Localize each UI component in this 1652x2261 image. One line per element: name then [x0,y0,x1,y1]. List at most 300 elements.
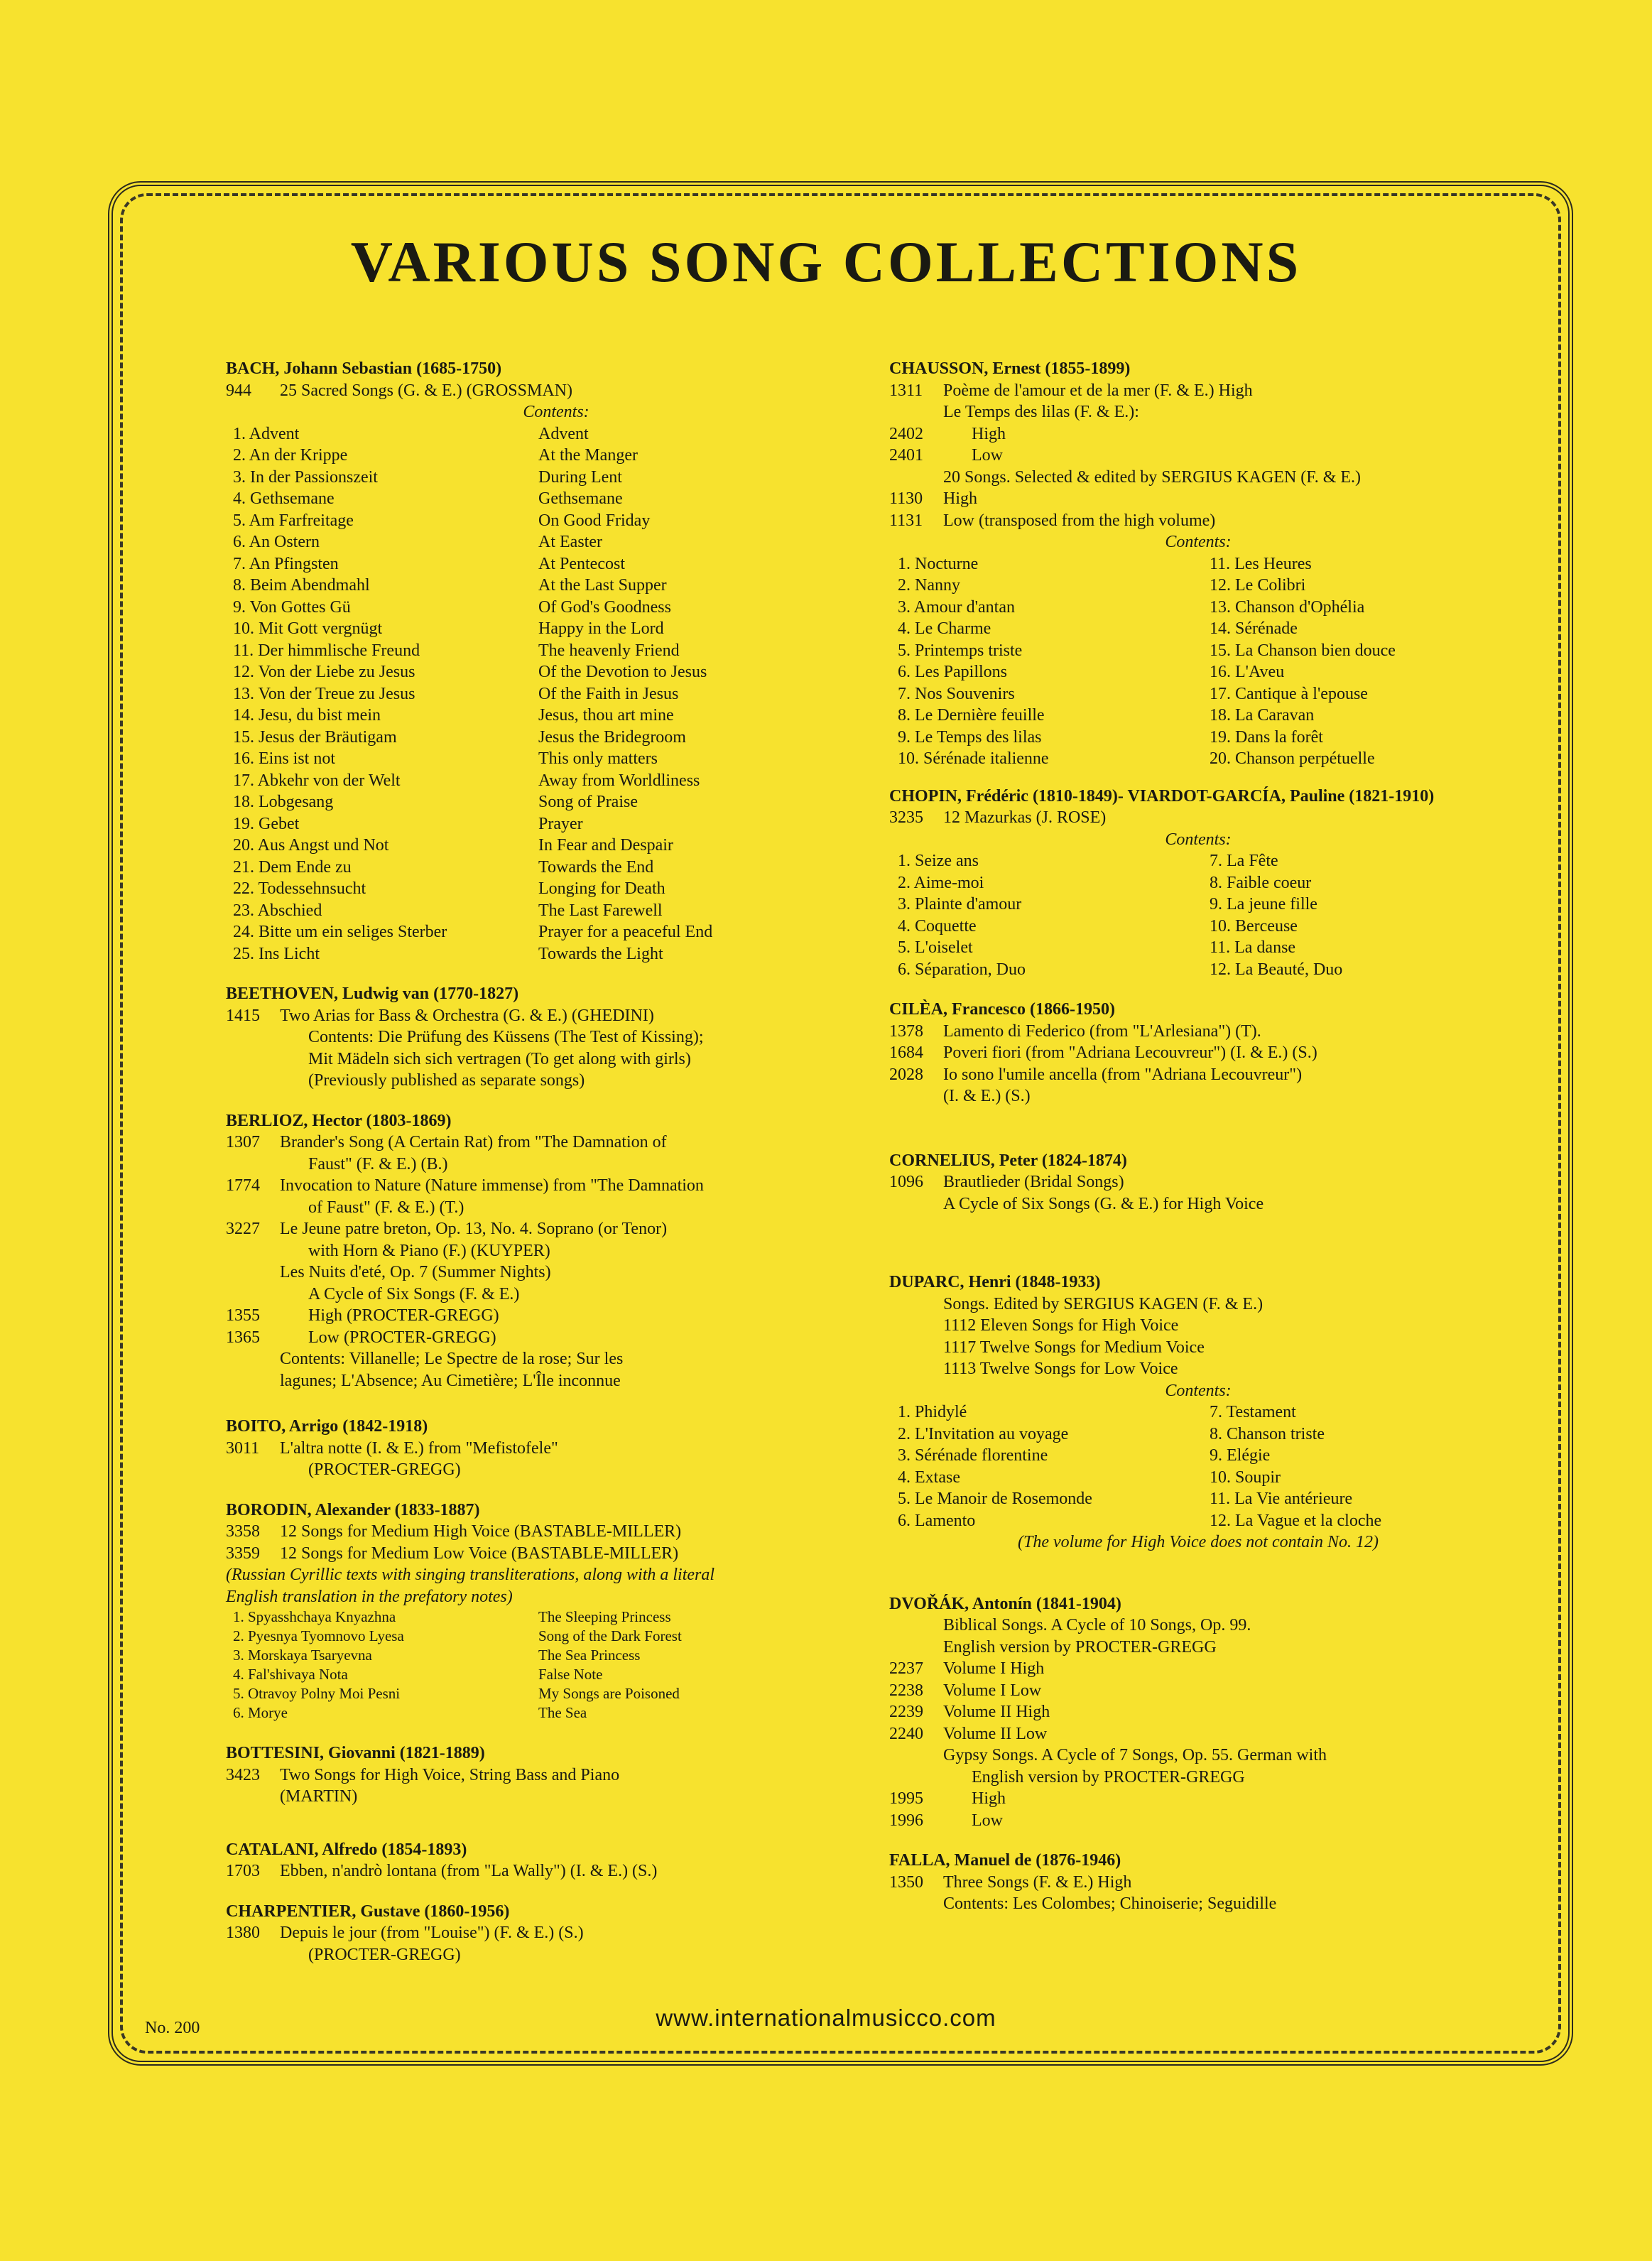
contents-item: 6. Lamento [898,1511,976,1530]
catalog-entry [226,1543,886,1565]
contents-item: Jesus the Bridegroom [538,727,686,747]
composer-heading: BOITO, Arrigo (1842-1918) [226,1417,428,1436]
catalog-entry [226,1154,886,1176]
catalog-section [226,1500,886,1723]
catalog-entry [226,1026,886,1048]
catalog-section [226,983,886,1092]
entry-title: Lamento di Federico (from "L'Arlesiana") (T). [943,1021,1261,1041]
catalog-number: 1703 [226,1862,260,1880]
contents-item: Song of the Dark Forest [538,1627,682,1644]
catalog-entry [889,488,1507,510]
contents-item: False Note [538,1666,603,1683]
catalog-entry [889,423,1507,445]
contents-item: 6. Morye [233,1704,288,1721]
contents-item: 15. La Chanson bien douce [1210,641,1396,660]
contents-item: 20. Aus Angst und Not [233,836,389,855]
contents-item: 6. Séparation, Duo [898,960,1026,979]
catalog-number [889,1615,943,1637]
catalog-number: 1350 [889,1872,923,1892]
catalog-number: 1774 [226,1176,260,1195]
contents-item: 2. Nanny [898,576,960,595]
catalog-entry [226,1327,886,1349]
catalog-number: No. 200 [145,2019,200,2037]
entry-title: with Horn & Piano (F.) (KUYPER) [308,1241,550,1260]
composer-heading: CHARPENTIER, Gustave (1860-1956) [226,1902,510,1921]
catalog-entry [226,1218,886,1240]
contents-label: Contents: [1165,1381,1232,1400]
contents-item: Away from Worldliness [538,771,700,790]
contents-item: 5. L'oiselet [898,938,973,957]
catalog-number: 2239 [889,1703,923,1721]
catalog-number [889,1745,943,1767]
catalog-entry [889,1193,1507,1215]
catalog-entry [889,1337,1507,1359]
catalog-entry [226,1764,886,1786]
contents-item: The Sleeping Princess [538,1608,671,1625]
catalog-section [889,1593,1507,1832]
entry-title: 25 Sacred Songs (G. & E.) (GROSSMAN) [280,381,572,400]
entry-title: Le Temps des lilas (F. & E.): [943,403,1139,421]
catalog-number: 1378 [889,1021,923,1041]
composer-heading: CILÈA, Francesco (1866-1950) [889,1000,1115,1019]
entry-title: (PROCTER-GREGG) [308,1460,461,1479]
contents-item: 5. Am Farfreitage [233,511,354,530]
catalog-entry [889,1745,1507,1767]
entry-title: (PROCTER-GREGG) [308,1945,461,1964]
contents-item: 11. Der himmlische Freund [233,641,420,660]
contents-item: At the Last Supper [538,576,667,595]
catalog-number: 3011 [226,1438,260,1458]
contents-item: This only matters [538,749,658,768]
catalog-section [226,1839,886,1882]
contents-item: 3. Sérénade florentine [898,1446,1048,1465]
contents-item: Prayer for a peaceful End [538,923,713,941]
entry-title: (Previously published as separate songs) [308,1071,585,1090]
catalog-number [889,401,943,423]
entry-title: Volume II High [943,1703,1050,1721]
entry-title: Mit Mädeln sich sich vertragen (To get along with girls) [308,1049,691,1068]
catalog-entry [889,1042,1507,1064]
contents-item: 1. Advent [233,424,300,443]
contents-list [889,850,1507,980]
catalog-entry [889,807,1507,829]
entry-title: Brander's Song (A Certain Rat) from "The Damnation of [280,1133,667,1151]
page-title: VARIOUS SONG COLLECTIONS [350,229,1302,294]
catalog-entry [226,1438,886,1460]
entry-title: Poème de l'amour et de la mer (F. & E.) High [943,381,1253,400]
contents-item: My Songs are Poisoned [538,1685,680,1702]
catalog-entry [889,1315,1507,1337]
catalog-entry [889,401,1507,423]
catalog-entry [889,1358,1507,1380]
contents-item: The Sea [538,1704,587,1721]
contents-item: 5. Printemps triste [898,641,1023,660]
catalog-number [889,1085,943,1107]
catalog-entry [226,1860,886,1882]
catalog-number: 1380 [226,1924,260,1942]
catalog-section [889,999,1507,1107]
catalog-entry [889,1658,1507,1680]
entry-title: Three Songs (F. & E.) High [943,1872,1132,1892]
contents-item: 8. Beim Abendmahl [233,576,370,595]
entry-title: Songs. Edited by SERGIUS KAGEN (F. & E.) [943,1294,1264,1313]
contents-item: 4. Coquette [898,916,977,936]
contents-item: 4. Extase [898,1468,960,1487]
contents-item: 21. Dem Ende zu [233,857,352,877]
contents-item: 1. Nocturne [898,554,979,573]
entry-title: Contents: Les Colombes; Chinoiserie; Seguidille [943,1894,1277,1913]
left-column [226,340,886,1966]
catalog-entry [226,380,886,402]
catalog-section [226,1742,886,1808]
website-url[interactable]: www.internationalmusicco.com [656,2005,996,2031]
catalog-entry [889,1723,1507,1745]
catalog-entry [226,1922,886,1944]
contents-item: Advent [538,424,589,443]
contents-item: 24. Bitte um ein seliges Sterber [233,923,447,941]
contents-item: 2. L'Invitation au voyage [898,1424,1069,1443]
composer-heading: CATALANI, Alfredo (1854-1893) [226,1840,467,1859]
catalog-number [889,1337,943,1359]
entry-title: Faust" (F. & E.) (B.) [308,1154,448,1173]
catalog-entry [889,1767,1507,1789]
contents-item: During Lent [538,467,622,487]
entry-title: Volume II Low [943,1724,1048,1743]
catalog-number: 2240 [889,1724,923,1743]
catalog-entry [889,1085,1507,1107]
catalog-number: 2237 [889,1659,923,1678]
entry-title: Le Jeune patre breton, Op. 13, No. 4. Soprano (or Tenor) [280,1220,668,1238]
contents-item: 12. Le Colibri [1210,576,1306,595]
contents-item: At the Manger [538,446,638,465]
entry-title: 12 Mazurkas (J. ROSE) [943,808,1107,827]
catalog-entry [889,1701,1507,1723]
entry-title: (MARTIN) [280,1787,358,1806]
entry-title: Volume I Low [943,1681,1042,1700]
entry-title: Low [972,1811,1003,1830]
contents-item: 17. Abkehr von der Welt [233,771,401,790]
catalog-entry [889,1294,1507,1316]
entry-title: 20 Songs. Selected & edited by SERGIUS KAGEN (F. & E.) [943,467,1362,487]
contents-item: 10. Mit Gott vergnügt [233,619,383,638]
composer-heading: BEETHOVEN, Ludwig van (1770-1827) [226,985,519,1003]
contents-item: The Last Farewell [538,901,663,920]
catalog-entry [889,1680,1507,1702]
contents-item: 23. Abschied [233,901,322,920]
entry-title: Poveri fiori (from "Adriana Lecouvreur") (I. & E.) (S.) [943,1043,1317,1062]
contents-item: 13. Von der Treue zu Jesus [233,684,415,703]
catalog-section [226,1110,886,1392]
catalog-number [226,1348,280,1370]
entry-title: 1113 Twelve Songs for Low Voice [943,1360,1178,1378]
catalog-entry [226,1197,886,1219]
contents-item: 10. Sérénade italienne [898,749,1049,768]
contents-item: At Pentecost [538,554,625,573]
contents-item: 11. La Vie antérieure [1210,1490,1353,1508]
catalog-number [226,1197,280,1219]
catalog-entry [226,1262,886,1284]
catalog-entry [889,510,1507,532]
contents-list [889,553,1507,770]
entry-title: Two Songs for High Voice, String Bass and Piano [280,1765,620,1784]
entry-title: High [972,424,1006,443]
entry-title: Les Nuits d'eté, Op. 7 (Summer Nights) [280,1263,551,1281]
contents-item: 8. Le Dernière feuille [898,706,1045,725]
catalog-number [889,1637,943,1659]
contents-item: 3. Morskaya Tsaryevna [233,1647,372,1664]
contents-item: 8. Chanson triste [1210,1424,1325,1443]
catalog-number: 3227 [226,1220,260,1238]
composer-heading: FALLA, Manuel de (1876-1946) [889,1851,1121,1870]
contents-item: 19. Dans la forêt [1210,727,1323,747]
contents-item: 3. Amour d'antan [898,597,1015,617]
catalog-entry [889,445,1507,467]
catalog-number: 3358 [226,1522,260,1541]
catalog-number [226,1070,280,1092]
contents-item: Song of Praise [538,793,638,811]
contents-item: 9. La jeune fille [1210,895,1317,913]
catalog-number: 3359 [226,1544,260,1563]
catalog-entry [889,1637,1507,1659]
catalog-number [226,1240,280,1262]
entry-title: 1112 Eleven Songs for High Voice [943,1316,1179,1335]
entry-title: Ebben, n'andrò lontana (from "La Wally") (I. & E.) (S.) [280,1862,658,1880]
catalog-entry [889,1021,1507,1043]
contents-item: 5. Le Manoir de Rosemonde [898,1490,1092,1508]
catalog-entry [226,1786,886,1808]
contents-item: 2. An der Krippe [233,446,348,465]
catalog-entry [889,1810,1507,1832]
contents-item: 3. Plainte d'amour [898,895,1022,913]
catalog-number [889,1893,943,1915]
entry-title: Gypsy Songs. A Cycle of 7 Songs, Op. 55. German with [943,1746,1327,1764]
catalog-number: 1415 [226,1006,260,1025]
catalog-number: 2028 [889,1065,923,1084]
entry-title: Contents: Die Prüfung des Küssens (The Test of Kissing); [308,1028,704,1046]
entry-title: Biblical Songs. A Cycle of 10 Songs, Op. 99. [943,1616,1251,1634]
entry-title: A Cycle of Six Songs (F. & E.) [308,1284,520,1303]
contents-item: 10. Soupir [1210,1468,1281,1487]
entry-title: Low (PROCTER-GREGG) [308,1328,496,1347]
contents-item: 3. In der Passionszeit [233,467,378,487]
catalog-number: 2401 [889,446,923,465]
catalog-section [226,1416,886,1481]
catalog-entry [226,1370,886,1392]
entry-title: Io sono l'umile ancella (from "Adriana Lecouvreur") [943,1065,1303,1084]
catalog-number [889,467,943,489]
catalog-number: 1996 [889,1811,923,1830]
contents-label: Contents: [1165,830,1232,849]
entry-title: A Cycle of Six Songs (G. & E.) for High Voice [943,1194,1264,1213]
entry-title: Volume I High [943,1659,1045,1678]
entry-title: High [972,1789,1006,1808]
catalog-entry [226,1521,886,1543]
contents-list [889,1401,1507,1531]
catalog-number: 1995 [889,1789,923,1808]
catalog-number: 2402 [889,424,923,443]
contents-item: 6. An Ostern [233,533,320,551]
entry-title: English version by PROCTER-GREGG [972,1767,1245,1786]
collection-note: (Russian Cyrillic texts with singing transliterations, along with a literal English translation in the prefatory notes) [226,1566,715,1606]
catalog-number: 1355 [226,1306,260,1325]
catalog-number: 1130 [889,489,923,508]
composer-heading: CORNELIUS, Peter (1824-1874) [889,1151,1127,1170]
contents-item: 17. Cantique à l'epouse [1210,684,1368,703]
contents-label: Contents: [523,403,589,421]
entry-title: Brautlieder (Bridal Songs) [943,1173,1124,1191]
entry-title: 12 Songs for Medium Low Voice (BASTABLE-MILLER) [280,1544,679,1563]
contents-item: 2. Pyesnya Tyomnovo Lyesa [233,1627,404,1644]
catalog-number [889,1315,943,1337]
contents-item: 4. Gethsemane [233,489,335,508]
catalog-entry [226,1459,886,1481]
contents-item: 1. Phidylé [898,1403,967,1421]
catalog-number [226,1048,280,1070]
catalog-number: 3423 [226,1765,260,1784]
catalog-number [226,1154,280,1176]
catalog-entry [889,380,1507,402]
contents-item: 16. L'Aveu [1210,663,1285,681]
contents-item: 18. Lobgesang [233,793,334,811]
catalog-number: 2238 [889,1681,923,1700]
entry-title: Two Arias for Bass & Orchestra (G. & E.) (GHEDINI) [280,1006,654,1025]
entry-title: 1117 Twelve Songs for Medium Voice [943,1338,1205,1357]
contents-item: 7. La Fête [1210,852,1278,870]
catalog-entry [226,1048,886,1070]
contents-item: In Fear and Despair [538,836,673,855]
composer-heading: BERLIOZ, Hector (1803-1869) [226,1111,452,1130]
catalog-number [226,1262,280,1284]
catalog-entry [889,467,1507,489]
catalog-entry [226,1240,886,1262]
contents-item: 8. Faible coeur [1210,873,1312,892]
catalog-number: 944 [226,381,251,400]
catalog-entry [226,1348,886,1370]
catalog-entry [889,1064,1507,1086]
contents-item: 2. Aime-moi [898,873,984,892]
catalog-number [226,1944,280,1966]
contents-item: 9. Le Temps des lilas [898,727,1042,747]
contents-item: 15. Jesus der Bräutigam [233,727,397,747]
catalog-number [226,1786,280,1808]
contents-item: At Easter [538,533,602,551]
contents-item: Happy in the Lord [538,619,664,638]
composer-heading: BORODIN, Alexander (1833-1887) [226,1500,480,1519]
contents-item: 11. Les Heures [1210,554,1312,573]
contents-item: 4. Fal'shivaya Nota [233,1666,348,1683]
catalog-number: 1307 [226,1133,260,1151]
contents-item: The Sea Princess [538,1647,641,1664]
contents-item: 1. Spyasshchaya Knyazhna [233,1608,396,1625]
catalog-entry [889,1788,1507,1810]
composer-heading: BACH, Johann Sebastian (1685-1750) [226,359,502,378]
catalog-section [226,1901,886,1966]
catalog-number [226,1026,280,1048]
contents-item: 13. Chanson d'Ophélia [1210,597,1365,617]
catalog-number [889,1767,943,1789]
contents-item: 20. Chanson perpétuelle [1210,749,1375,768]
contents-item: 4. Le Charme [898,619,991,638]
entry-title: High (PROCTER-GREGG) [308,1306,499,1325]
catalog-entry [889,1615,1507,1637]
contents-item: 9. Elégie [1210,1446,1271,1465]
contents-item: 14. Sérénade [1210,619,1298,638]
contents-item: 7. Nos Souvenirs [898,684,1015,703]
contents-item: 7. An Pfingsten [233,554,339,573]
catalog-entry [226,1305,886,1327]
composer-heading: CHAUSSON, Ernest (1855-1899) [889,359,1131,378]
catalog-section [889,358,1507,770]
contents-item: Jesus, thou art mine [538,706,674,725]
contents-item: 12. La Beauté, Duo [1210,960,1343,979]
entry-title: Contents: Villanelle; Le Spectre de la rose; Sur les [280,1350,624,1368]
composer-heading: DUPARC, Henri (1848-1933) [889,1273,1101,1291]
catalog-entry [226,1175,886,1197]
catalog-number: 1131 [889,511,923,530]
catalog-entry [889,1171,1507,1193]
entry-title: 12 Songs for Medium High Voice (BASTABLE-MILLER) [280,1522,682,1541]
contents-item: 19. Gebet [233,814,300,833]
catalog-entry [889,1893,1507,1915]
contents-item: 12. Von der Liebe zu Jesus [233,663,415,681]
entry-title: High [943,489,977,508]
composer-heading: BOTTESINI, Giovanni (1821-1889) [226,1744,485,1762]
composer-heading: CHOPIN, Frédéric (1810-1849)- VIARDOT-GARCÍA, Pauline (1821-1910) [889,786,1435,806]
contents-item: 11. La danse [1210,938,1296,957]
contents-label: Contents: [1165,533,1232,551]
entry-title: Low [972,446,1003,465]
contents-item: 14. Jesu, du bist mein [233,706,381,725]
contents-item: 9. Von Gottes Gü [233,597,351,617]
contents-item: Longing for Death [538,879,665,898]
catalog-number [226,1284,280,1306]
catalog-entry [889,1872,1507,1894]
contents-item: 10. Berceuse [1210,916,1298,936]
entry-title: lagunes; L'Absence; Au Cimetière; L'Île inconnue [280,1371,621,1390]
contents-item: Towards the Light [538,944,663,963]
catalog-entry [226,1284,886,1306]
catalog-number: 1684 [889,1043,923,1062]
entry-title: L'altra notte (I. & E.) from "Mefistofele" [280,1438,558,1458]
contents-item: Gethsemane [538,489,623,508]
contents-item: Of the Devotion to Jesus [538,663,707,681]
catalog-section [889,786,1507,981]
contents-item: On Good Friday [538,511,651,530]
catalog-number [889,1294,943,1316]
contents-item: The heavenly Friend [538,641,680,660]
entry-title: (I. & E.) (S.) [943,1087,1031,1105]
catalog-number: 1365 [226,1328,260,1347]
contents-item: 6. Les Papillons [898,663,1007,681]
catalog-section [226,358,886,965]
composer-heading: DVOŘÁK, Antonín (1841-1904) [889,1594,1121,1613]
entry-title: English version by PROCTER-GREGG [943,1637,1217,1657]
catalog-entry [226,1005,886,1027]
contents-list [226,1607,886,1723]
contents-item: 18. La Caravan [1210,706,1315,725]
contents-item: 16. Eins ist not [233,749,336,768]
contents-list [226,423,886,965]
catalog-number [889,1358,943,1380]
entry-title: Low (transposed from the high volume) [943,511,1216,530]
entry-title: Invocation to Nature (Nature immense) from "The Damnation [280,1176,704,1195]
catalog-entry [226,1944,886,1966]
contents-item: 22. Todessehnsucht [233,879,366,898]
catalog-number [226,1370,280,1392]
contents-item: 5. Otravoy Polny Moi Pesni [233,1685,401,1702]
contents-item: Towards the End [538,857,654,877]
catalog-entry [226,1070,886,1092]
